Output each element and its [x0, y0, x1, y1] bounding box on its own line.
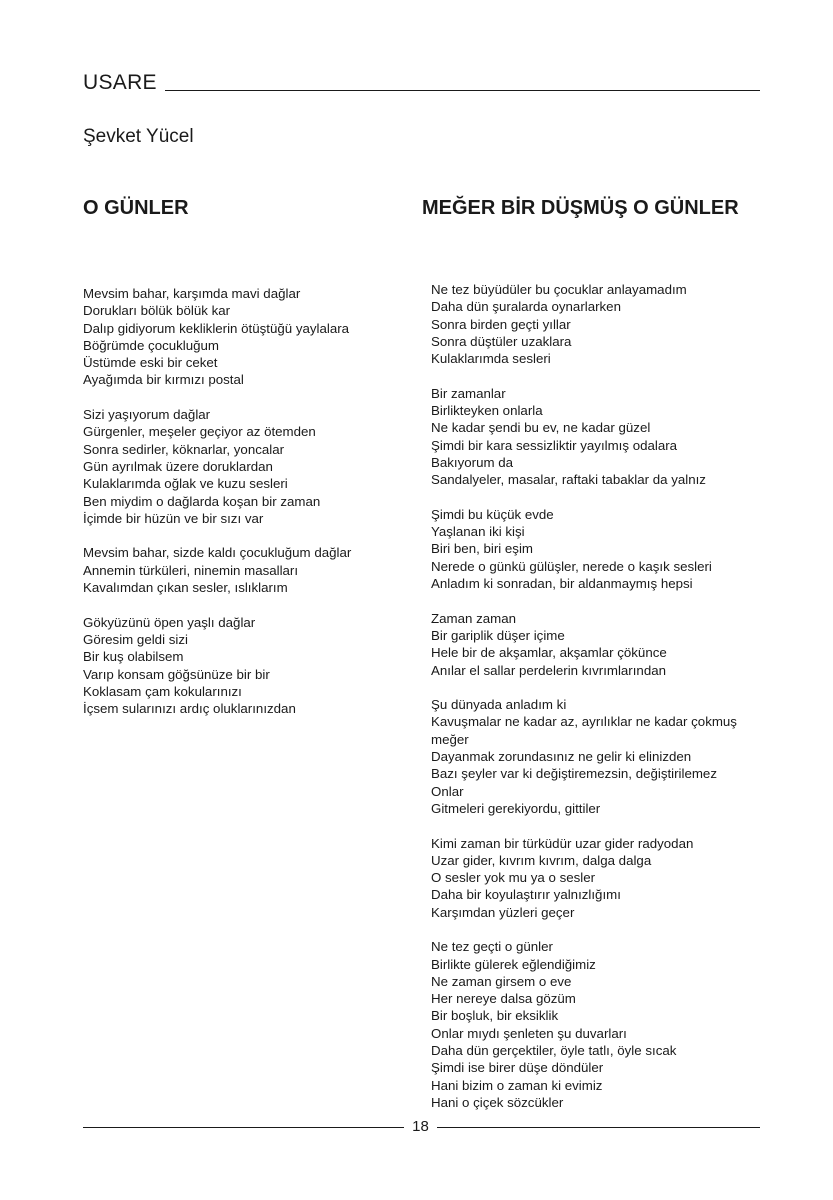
poem-line: Karşımdan yüzleri geçer — [431, 904, 575, 920]
stanza — [431, 938, 766, 1111]
poem-line: Daha dün gerçektiler, öyle tatlı, öyle sıcak — [431, 1043, 677, 1059]
poem-line: Daha bir koyulaştırır yalnızlığımı — [431, 887, 621, 903]
stanza — [431, 696, 766, 817]
poem-line: Kimi zaman bir türküdür uzar gider radyodan — [431, 835, 694, 851]
poem-line: Gitmeleri gerekiyordu, gittiler — [431, 800, 601, 816]
footer-rule-left — [83, 1127, 404, 1128]
stanza — [431, 835, 766, 921]
stanza — [83, 406, 413, 527]
poem-line: Dorukları bölük bölük kar — [83, 303, 231, 319]
stanza — [431, 281, 766, 367]
poem-line: Şimdi bu küçük evde — [431, 506, 554, 522]
poem-line: Birlikteyken onlarla — [431, 403, 543, 419]
poem-line: Hani o çiçek sözcükler — [431, 1094, 564, 1110]
stanza — [83, 285, 413, 389]
poem-line: Göresim geldi sizi — [83, 631, 188, 647]
poem-line: Gökyüzünü öpen yaşlı dağlar — [83, 614, 256, 630]
poem-line: Şimdi ise birer düşe döndüler — [431, 1060, 604, 1076]
poem-line: Her nereye dalsa gözüm — [431, 991, 576, 1007]
poem-line: Daha dün şuralarda oynarlarken — [431, 299, 621, 315]
poem-line: Bir kuş olabilsem — [83, 649, 184, 665]
poem-line: Bir zamanlar — [431, 385, 506, 401]
poem-line: Böğrümde çocukluğum — [83, 337, 219, 353]
poem-line: İçsem sularınızı ardıç oluklarınızdan — [83, 701, 296, 717]
poem-line: Anılar el sallar perdelerin kıvrımlarından — [431, 662, 667, 678]
poem-line: Sonra birden geçti yıllar — [431, 316, 571, 332]
poem-line: Dayanmak zorundasınız ne gelir ki elinizden — [431, 749, 692, 765]
stanza — [83, 544, 413, 596]
author-name: Şevket Yücel — [83, 126, 194, 147]
poem-line: Üstümde eski bir ceket — [83, 355, 218, 371]
stanza — [431, 385, 766, 489]
poem-line: Onlar — [431, 783, 464, 799]
poem-line: Bazı şeyler var ki değiştiremezsin, değiştirilemez — [431, 766, 717, 782]
poem-line: Uzar gider, kıvrım kıvrım, dalga dalga — [431, 852, 652, 868]
page-header — [83, 72, 760, 94]
poem-line: Ne kadar şendi bu ev, ne kadar güzel — [431, 420, 651, 436]
poem-line: Onlar mıydı şenleten şu duvarları — [431, 1025, 627, 1041]
poem-line: Ayağımda bir kırmızı postal — [83, 372, 244, 388]
poem-line: Mevsim bahar, sizde kaldı çocukluğum dağlar — [83, 545, 352, 561]
poem-right-body — [431, 281, 766, 1111]
poem-line: Annemin türküleri, ninemin masalları — [83, 562, 299, 578]
poem-line: Gürgenler, meşeler geçiyor az ötemden — [83, 424, 316, 440]
poem-line: Sandalyeler, masalar, raftaki tabaklar da yalnız — [431, 472, 706, 488]
poem-right-title: MEĞER BİR DÜŞMÜŞ O GÜNLER — [422, 197, 739, 219]
poem-line: Biri ben, biri eşim — [431, 541, 533, 557]
poem-line: Varıp konsam göğsünüze bir bir — [83, 666, 270, 682]
poem-left-title: O GÜNLER — [83, 197, 189, 219]
poem-left-body — [83, 285, 413, 717]
poem-line: Sizi yaşıyorum dağlar — [83, 407, 211, 423]
stanza — [83, 614, 413, 718]
page-footer — [83, 1117, 760, 1137]
poem-line: Hele bir de akşamlar, akşamlar çökünce — [431, 645, 667, 661]
poem-line: İçimde bir hüzün ve bir sızı var — [83, 510, 264, 526]
stanza — [431, 506, 766, 592]
poem-line: Birlikte gülerek eğlendiğimiz — [431, 956, 596, 972]
poem-line: Yaşlanan iki kişi — [431, 524, 525, 540]
magazine-name: USARE — [83, 71, 157, 94]
poem-line: Gün ayrılmak üzere doruklardan — [83, 458, 273, 474]
stanza — [431, 610, 766, 679]
poem-line: Anladım ki sonradan, bir aldanmaymış hepsi — [431, 576, 693, 592]
poem-line: Sonra düştüler uzaklara — [431, 333, 572, 349]
poem-line: Ne zaman girsem o eve — [431, 973, 572, 989]
poem-line: Bir gariplik düşer içime — [431, 627, 565, 643]
poem-line: Kavalımdan çıkan sesler, ıslıklarım — [83, 580, 288, 596]
poem-line: Şimdi bir kara sessizliktir yayılmış odalara — [431, 437, 678, 453]
poem-line: Kavuşmalar ne kadar az, ayrılıklar ne kadar çokmuş — [431, 714, 737, 730]
poem-line: Kulaklarımda sesleri — [431, 351, 551, 367]
page-number: 18 — [412, 1118, 429, 1135]
poem-line: Dalıp gidiyorum kekliklerin ötüştüğü yaylalara — [83, 320, 350, 336]
poem-line: Ne tez büyüdüler bu çocuklar anlayamadım — [431, 282, 687, 297]
footer-rule-right — [437, 1127, 760, 1128]
poem-line: Nerede o günkü gülüşler, nerede o kaşık sesleri — [431, 558, 712, 574]
poem-line: O sesler yok mu ya o sesler — [431, 870, 596, 886]
poem-line: Zaman zaman — [431, 610, 516, 626]
poem-line: Ne tez geçti o günler — [431, 939, 553, 955]
poem-line: Bakıyorum da — [431, 454, 514, 470]
poem-line: Koklasam çam kokularınızı — [83, 683, 242, 699]
poem-line: Kulaklarımda oğlak ve kuzu sesleri — [83, 476, 288, 492]
poem-line: Bir boşluk, bir eksiklik — [431, 1008, 559, 1024]
poem-line: Şu dünyada anladım ki — [431, 697, 567, 713]
poem-line: Sonra sedirler, köknarlar, yoncalar — [83, 441, 285, 457]
poem-line: Ben miydim o dağlarda koşan bir zaman — [83, 493, 321, 509]
poem-line: Hani bizim o zaman ki evimiz — [431, 1077, 603, 1093]
poem-line: Mevsim bahar, karşımda mavi dağlar — [83, 286, 301, 301]
poem-line: meğer — [431, 731, 469, 747]
header-rule — [165, 90, 760, 91]
